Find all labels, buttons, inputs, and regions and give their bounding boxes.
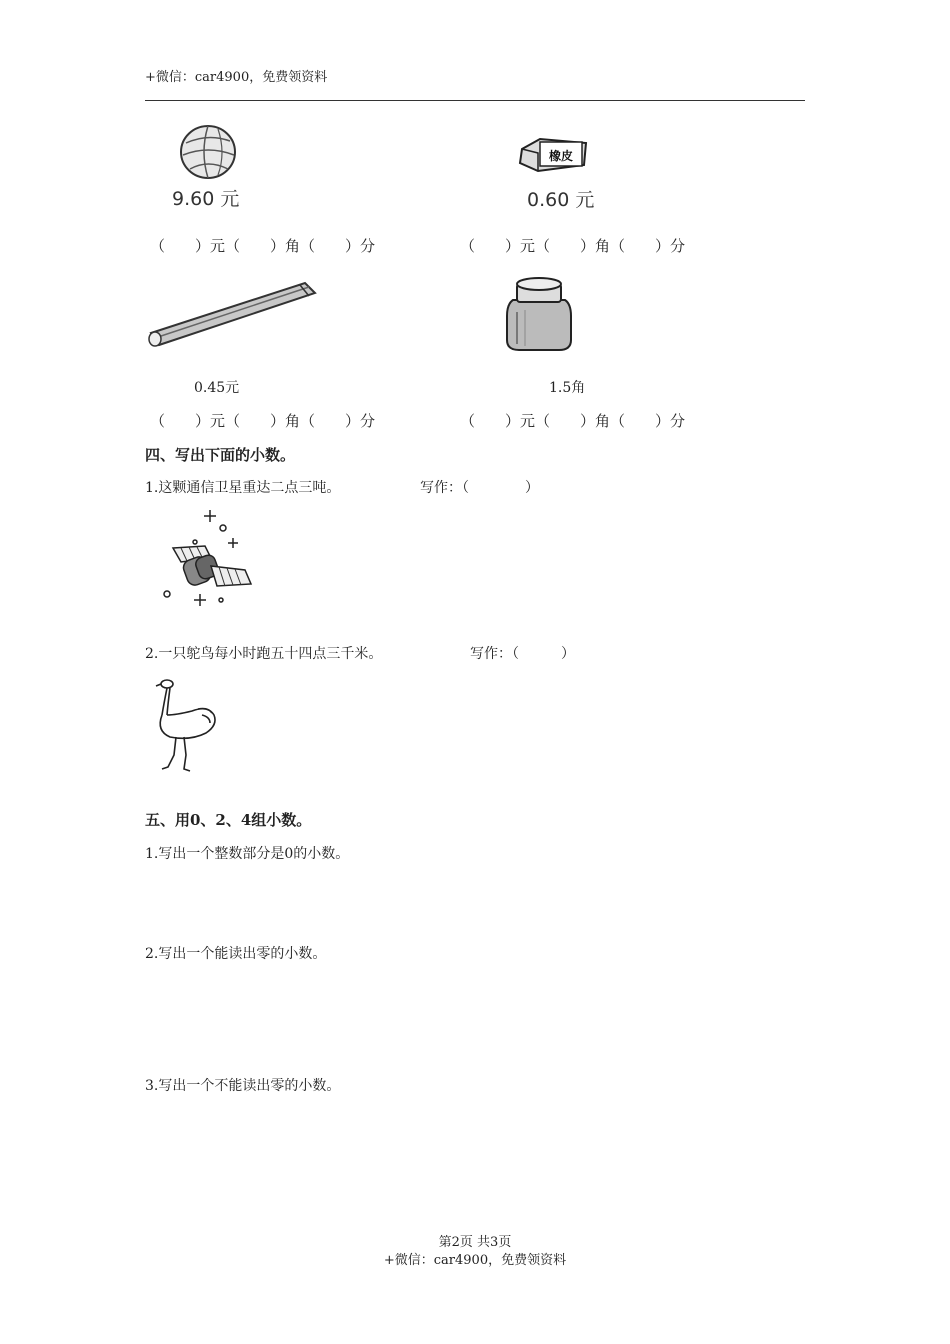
answer-blank: 写作：（ ） <box>420 480 539 496</box>
eraser-label: 橡皮 <box>548 149 574 163</box>
answer-line: （ ）元（ ）角（ ）分 <box>150 412 376 430</box>
price-label: 0.60 元 <box>527 189 595 211</box>
header-rule <box>145 100 805 101</box>
section-title: 四、写出下面的小数。 <box>145 446 296 464</box>
satellite-icon <box>155 508 260 613</box>
eraser-icon <box>518 135 590 175</box>
footer-text: +微信：car4900，免费领资料 <box>383 1253 567 1268</box>
answer-line: （ ）元（ ）角（ ）分 <box>460 412 686 430</box>
price-label: 9.60 元 <box>172 188 240 210</box>
question-text: 1.这颗通信卫星重达二点三吨。 <box>145 480 341 496</box>
page-number: 第2页 共3页 <box>438 1235 512 1250</box>
pencil-icon <box>145 275 325 353</box>
answer-line: （ ）元（ ）角（ ）分 <box>150 237 376 255</box>
price-label: 0.45元 <box>194 380 240 396</box>
question-text: 1.写出一个整数部分是0的小数。 <box>145 846 350 862</box>
question-text: 2.一只鸵鸟每小时跑五十四点三千米。 <box>145 646 383 662</box>
question-text: 2.写出一个能读出零的小数。 <box>145 946 327 962</box>
price-label: 1.5角 <box>549 380 586 396</box>
answer-line: （ ）元（ ）角（ ）分 <box>460 237 686 255</box>
question-text: 3.写出一个不能读出零的小数。 <box>145 1078 341 1094</box>
section-title: 五、用0、2、4组小数。 <box>145 811 312 829</box>
volleyball-icon <box>178 123 240 181</box>
ostrich-icon <box>150 675 225 775</box>
ink-bottle-icon <box>503 270 575 354</box>
answer-blank: 写作：（ ） <box>470 646 575 662</box>
header-text: +微信：car4900，免费领资料 <box>145 70 328 85</box>
